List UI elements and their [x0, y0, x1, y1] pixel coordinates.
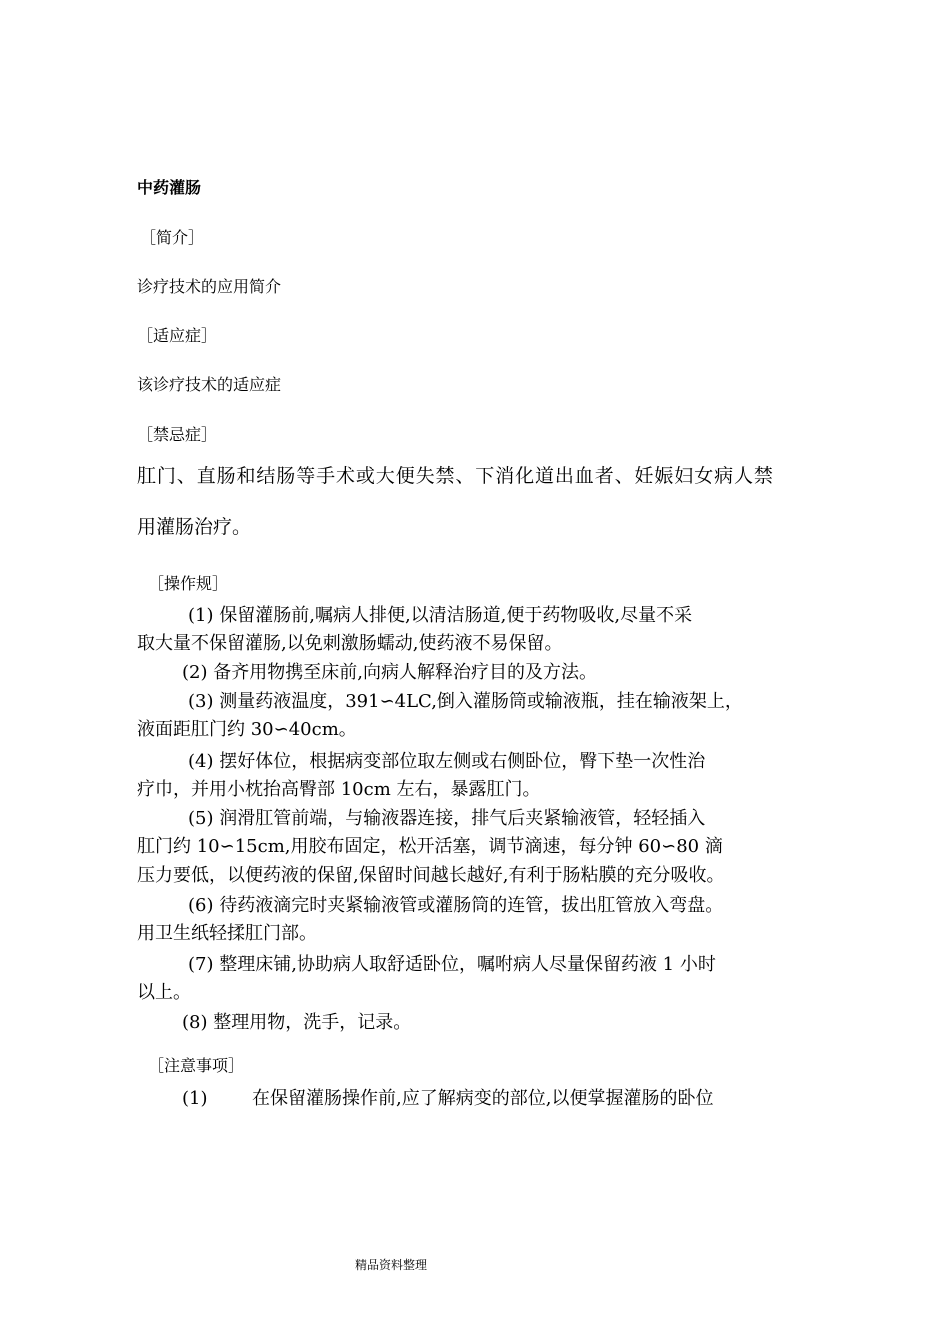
- operations-line: 以上。: [137, 982, 191, 1003]
- notes-heading: ［注意事项］: [148, 1056, 245, 1075]
- operations-line: 用卫生纸轻揉肛门部。: [137, 923, 317, 944]
- footer-text: 精品资料整理: [355, 1258, 428, 1272]
- notes-item-number: (1): [182, 1088, 208, 1109]
- operations-line: (6) 待药液滴完时夹紧输液管或灌肠筒的连管，拔出肛管放入弯盘。: [188, 895, 724, 916]
- operations-line: 液面距肛门约 30∽40cm。: [137, 719, 357, 740]
- operations-line: (8) 整理用物，洗手，记录。: [182, 1012, 412, 1033]
- indications-text: 该诊疗技术的适应症: [137, 375, 282, 394]
- contraindications-heading: ［禁忌症］: [137, 425, 218, 444]
- notes-item-text: 在保留灌肠操作前,应了解病变的部位,以便掌握灌肠的卧位: [252, 1088, 714, 1109]
- operations-line: (7) 整理床铺,协助病人取舒适卧位，嘱咐病人尽量保留药液 1 小时: [188, 954, 716, 975]
- intro-heading: ［简介］: [140, 228, 205, 247]
- operations-line: (2) 备齐用物携至床前,向病人解释治疗目的及方法。: [182, 662, 597, 683]
- operations-heading: ［操作规］: [148, 574, 229, 593]
- operations-line: (1) 保留灌肠前,嘱病人排便,以清洁肠道,便于药物吸收,尽量不采: [188, 605, 693, 626]
- indications-heading: ［适应症］: [137, 326, 218, 345]
- operations-line: 取大量不保留灌肠,以免刺激肠蠕动,使药液不易保留。: [137, 633, 563, 654]
- contraindications-line-1: 肛门、直肠和结肠等手术或大便失禁、下消化道出血者、妊娠妇女病人禁: [137, 465, 774, 487]
- operations-line: (4) 摆好体位，根据病变部位取左侧或右侧卧位，臀下垫一次性治: [188, 751, 706, 772]
- operations-line: 压力要低，以便药液的保留,保留时间越长越好,有利于肠粘膜的充分吸收。: [137, 865, 725, 886]
- contraindications-line-2: 用灌肠治疗。: [137, 516, 252, 538]
- doc-title: 中药灌肠: [137, 178, 202, 197]
- operations-line: (3) 测量药液温度，391∽4LC,倒入灌肠筒或输液瓶，挂在输液架上，: [188, 691, 743, 712]
- operations-line: (5) 润滑肛管前端，与输液器连接，排气后夹紧输液管，轻轻插入: [188, 808, 706, 829]
- operations-line: 疗巾，并用小枕抬高臀部 10cm 左右，暴露肛门。: [137, 779, 541, 800]
- operations-line: 肛门约 10∽15cm,用胶布固定，松开活塞，调节滴速，每分钟 60∽80 滴: [137, 836, 723, 857]
- intro-text: 诊疗技术的应用简介: [137, 277, 282, 296]
